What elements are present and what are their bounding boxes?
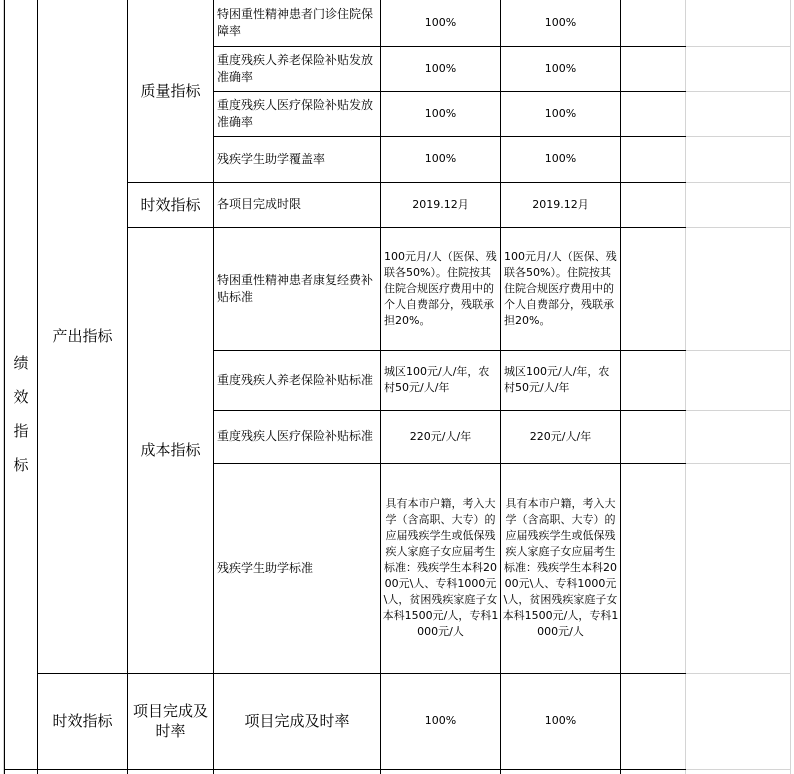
empty-cell[interactable] [621, 769, 686, 774]
actual-value-cell[interactable] [501, 673, 621, 769]
target-value: 100% [424, 61, 457, 75]
actual-value: 100% [544, 15, 577, 29]
indicator-name-cell[interactable] [214, 463, 381, 673]
target-value-cell[interactable] [381, 227, 501, 350]
empty-cell[interactable] [686, 673, 791, 769]
empty-cell[interactable] [621, 182, 686, 227]
target-value-cell[interactable] [381, 350, 501, 410]
actual-value-cell[interactable] [501, 46, 621, 91]
indicator-name: 特困重性精神患者康复经费补贴标准 [217, 272, 374, 304]
actual-value: 100% [544, 714, 577, 727]
target-value-cell[interactable] [381, 91, 501, 136]
indicator-name: 项目完成及时率 [244, 712, 350, 730]
indicator-name-cell[interactable] [214, 227, 381, 350]
section-label-cell[interactable] [5, 0, 38, 769]
level1-timeliness-label: 时效指标 [52, 712, 113, 730]
section-label: 绩 效 指 标 [13, 354, 29, 475]
indicator-name-cell[interactable] [214, 410, 381, 463]
level2-cost-cell[interactable] [128, 227, 214, 673]
actual-value-cell[interactable] [501, 227, 621, 350]
empty-cell[interactable] [686, 91, 791, 136]
indicator-name: 残疾学生助学标准 [217, 560, 314, 575]
empty-cell[interactable] [621, 463, 686, 673]
empty-cell[interactable] [686, 410, 791, 463]
empty-cell[interactable] [686, 350, 791, 410]
empty-cell[interactable] [686, 182, 791, 227]
empty-cell[interactable] [621, 350, 686, 410]
target-value: 100% [424, 15, 457, 29]
actual-value: 100% [544, 106, 577, 120]
actual-value: 100% [544, 61, 577, 75]
level2-completion-cell[interactable] [128, 673, 214, 769]
indicator-name: 各项目完成时限 [217, 197, 302, 211]
level2-timeliness-cell[interactable] [128, 182, 214, 227]
indicator-name-cell[interactable] [214, 91, 381, 136]
actual-value-cell[interactable] [501, 136, 621, 182]
target-value: 2019.12月 [412, 197, 469, 211]
empty-cell[interactable] [621, 410, 686, 463]
empty-cell[interactable] [621, 46, 686, 91]
level2-cost-label: 成本指标 [140, 441, 201, 459]
target-value-cell[interactable] [381, 46, 501, 91]
performance-indicator-table [4, 0, 791, 774]
actual-value-cell[interactable] [501, 410, 621, 463]
empty-cell[interactable] [38, 769, 128, 774]
indicator-name: 重度残疾人养老保险补贴发放准确率 [217, 52, 374, 84]
actual-value-cell[interactable] [501, 91, 621, 136]
empty-cell[interactable] [501, 769, 621, 774]
level2-timeliness-label: 时效指标 [140, 195, 201, 214]
empty-cell[interactable] [621, 91, 686, 136]
empty-cell[interactable] [686, 769, 791, 774]
empty-cell[interactable] [5, 769, 38, 774]
target-value-cell[interactable] [381, 410, 501, 463]
empty-cell[interactable] [621, 0, 686, 46]
actual-value-cell[interactable] [501, 182, 621, 227]
level1-output-label: 产出指标 [52, 327, 113, 346]
target-value: 100% [424, 714, 457, 727]
actual-value: 2019.12月 [532, 197, 589, 211]
target-value: 100% [424, 152, 457, 165]
target-value: 城区100元/人/年，农村50元/人/年 [384, 365, 490, 394]
target-value-cell[interactable] [381, 463, 501, 673]
level2-completion-label: 项目完成及时率 [132, 702, 208, 740]
actual-value: 城区100元/人/年，农村50元/人/年 [504, 365, 610, 394]
empty-cell[interactable] [686, 136, 791, 182]
indicator-name-cell[interactable] [214, 46, 381, 91]
actual-value-cell[interactable] [501, 0, 621, 46]
empty-cell[interactable] [128, 769, 214, 774]
indicator-name-cell[interactable] [214, 350, 381, 410]
empty-cell[interactable] [621, 227, 686, 350]
indicator-name: 重度残疾人医疗保险补贴发放准确率 [217, 97, 374, 129]
target-value: 100元月/人（医保、残联各50%）。住院按其住院合规医疗费用中的个人自费部分，残联承担20%。 [384, 249, 497, 327]
level2-quality-cell[interactable] [128, 0, 214, 182]
target-value-cell[interactable] [381, 0, 501, 46]
empty-cell[interactable] [214, 769, 381, 774]
empty-cell[interactable] [621, 136, 686, 182]
indicator-name-cell[interactable] [214, 182, 381, 227]
empty-cell[interactable] [686, 463, 791, 673]
empty-cell[interactable] [686, 46, 791, 91]
empty-cell[interactable] [686, 227, 791, 350]
actual-value: 220元/人/年 [529, 429, 592, 443]
indicator-name-cell[interactable] [214, 0, 381, 46]
indicator-name: 残疾学生助学覆盖率 [217, 151, 326, 166]
target-value-cell[interactable] [381, 182, 501, 227]
indicator-name: 重度残疾人养老保险补贴标准 [217, 372, 374, 387]
target-value: 具有本市户籍，考入大学（含高职、大专）的应届残疾学生或低保残疾人家庭子女应届考生标准：残疾学生本科2000元\人、专科1000元\人，贫困残疾家庭子女本科1500元/人，专科1000元/人 [382, 497, 499, 638]
indicator-name: 重度残疾人医疗保险补贴标准 [217, 429, 374, 443]
actual-value: 100% [544, 152, 577, 165]
actual-value: 100元月/人（医保、残联各50%）。住院按其住院合规医疗费用中的个人自费部分，残联承担20%。 [504, 249, 617, 327]
empty-cell[interactable] [686, 0, 791, 46]
indicator-name: 特困重性精神患者门诊住院保障率 [217, 6, 374, 38]
empty-cell[interactable] [381, 769, 501, 774]
level2-quality-label: 质量指标 [140, 81, 201, 100]
actual-value-cell[interactable] [501, 350, 621, 410]
empty-cell[interactable] [621, 673, 686, 769]
target-value-cell[interactable] [381, 673, 501, 769]
level1-timeliness-cell[interactable] [38, 673, 128, 769]
indicator-name-cell[interactable] [214, 136, 381, 182]
target-value: 220元/人/年 [409, 429, 472, 443]
target-value-cell[interactable] [381, 136, 501, 182]
target-value: 100% [424, 106, 457, 120]
actual-value: 具有本市户籍，考入大学（含高职、大专）的应届残疾学生或低保残疾人家庭子女应届考生标准：残疾学生本科2000元\人、专科1000元\人，贫困残疾家庭子女本科1500元/人，专科1000元/人 [502, 497, 619, 638]
indicator-name-cell[interactable] [214, 673, 381, 769]
actual-value-cell[interactable] [501, 463, 621, 673]
level1-output-cell[interactable] [38, 0, 128, 673]
